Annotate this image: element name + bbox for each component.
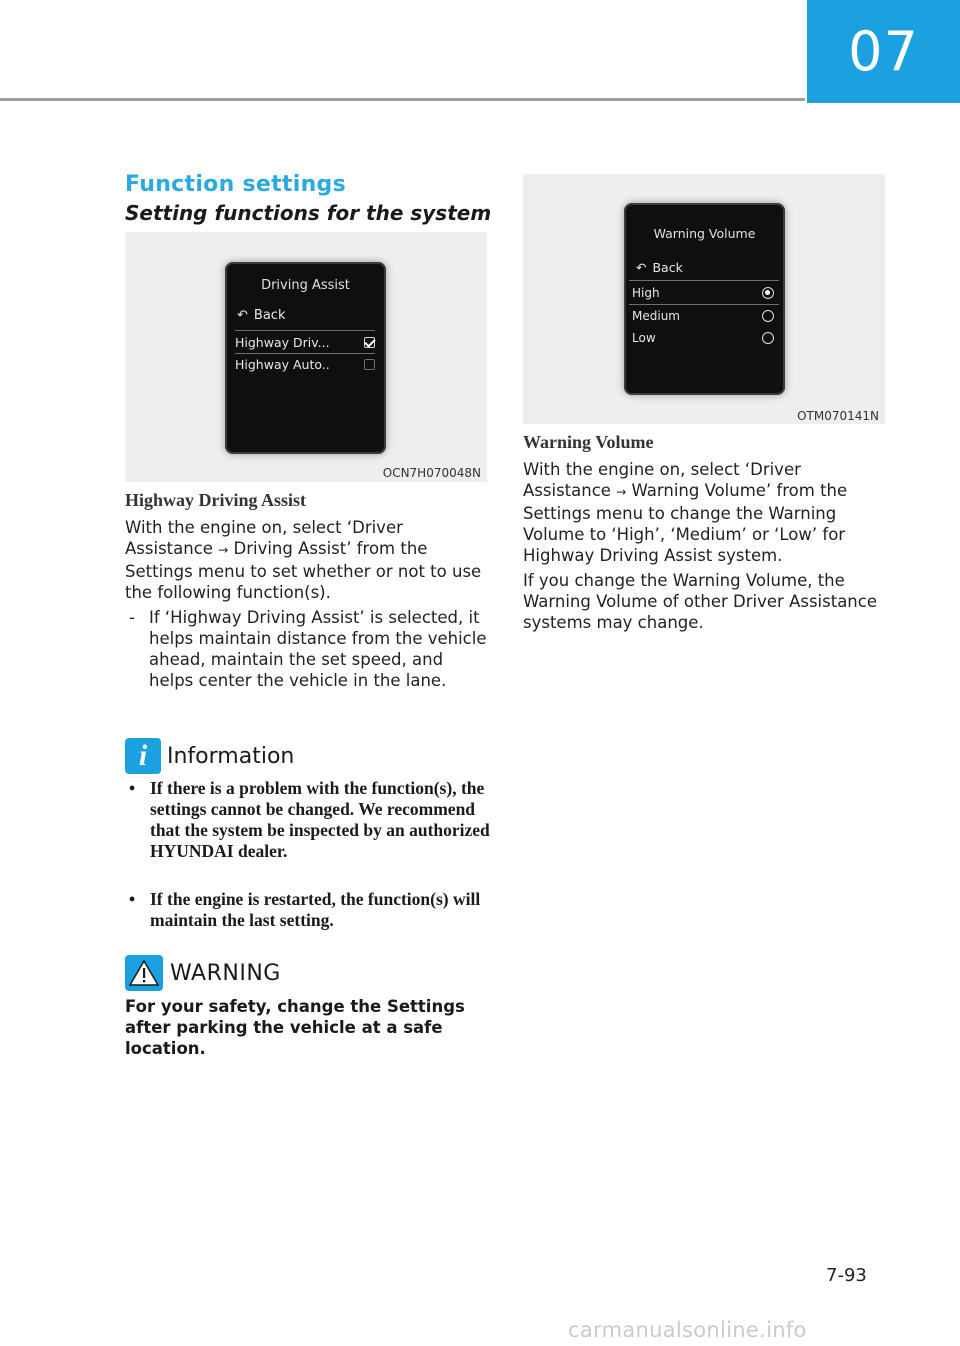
paragraph-text: With the engine on, select ‘Driver Assistance — [125, 518, 403, 558]
back-row — [237, 308, 377, 323]
paragraph — [125, 517, 487, 603]
display-screen — [225, 262, 386, 454]
chapter-tab — [807, 0, 960, 103]
option-label: Low — [632, 331, 656, 345]
setting-label: Highway Driv... — [235, 335, 330, 350]
list-item — [125, 607, 490, 691]
screen-title: Warning Volume — [653, 226, 756, 241]
watermark: carmanualsonline.info — [568, 1318, 807, 1342]
radio-unselected-icon — [762, 332, 774, 344]
screen-separator — [235, 330, 375, 331]
warning-icon — [125, 955, 163, 991]
radio-selected-icon — [762, 287, 774, 299]
arrow-icon: → — [218, 543, 229, 557]
screen-separator — [629, 280, 779, 281]
chapter-number: 07 — [848, 20, 919, 83]
heading-warning-volume: Warning Volume — [523, 432, 654, 452]
figure-code: OTM070141N — [797, 409, 879, 423]
option-row — [632, 282, 774, 304]
option-label: High — [632, 286, 660, 300]
screen-title: Driving Assist — [261, 278, 350, 293]
option-row — [632, 305, 774, 327]
setting-row — [235, 332, 375, 353]
paragraph-text: Driving Assist’ from the Settings menu to set whether or not to use the following function(s). — [125, 539, 482, 602]
paragraph — [523, 459, 885, 566]
back-row — [636, 260, 776, 275]
header-rule — [0, 98, 805, 101]
checkbox-unchecked-icon — [364, 359, 375, 370]
bullet-dot: • — [129, 778, 136, 798]
option-label: Medium — [632, 309, 680, 323]
radio-unselected-icon — [762, 310, 774, 322]
setting-row — [235, 354, 375, 375]
information-bullet — [125, 889, 490, 931]
section-subtitle: Setting functions for the system — [125, 201, 492, 225]
section-title: Function settings — [125, 172, 346, 197]
paragraph-text: Warning Volume’ from the Settings menu to change the Warning Volume to ‘High’, ‘Medium’ or ‘Low’ for Highway Driving Assist system. — [523, 481, 848, 565]
information-bullet — [125, 778, 490, 862]
figure-code: OCN7H070048N — [382, 466, 481, 480]
display-screen — [624, 203, 785, 395]
paragraph-text: With the engine on, select ‘Driver Assistance — [523, 460, 801, 500]
bullet-dot: • — [129, 889, 136, 909]
figure-warning-volume — [523, 174, 885, 424]
back-label: Back — [652, 260, 683, 275]
back-icon: ↶ — [636, 260, 647, 275]
warning-triangle-icon — [125, 955, 163, 991]
back-icon: ↶ — [237, 308, 248, 323]
dash-marker: - — [129, 608, 135, 627]
paragraph: If you change the Warning Volume, the Warning Volume of other Driver Assistance systems may change. — [523, 571, 877, 632]
figure-driving-assist — [125, 232, 487, 482]
back-label: Back — [253, 308, 286, 323]
warning-text: For your safety, change the Settings after parking the vehicle at a safe location. — [125, 997, 465, 1058]
arrow-icon: → — [616, 485, 627, 499]
information-title: Information — [167, 744, 295, 769]
setting-label: Highway Auto.. — [235, 357, 330, 372]
information-icon: i — [125, 738, 161, 774]
bullet-text: If there is a problem with the function(s), the settings cannot be changed. We recommend that the system be inspected by an authorized HYUNDAI dealer. — [150, 778, 490, 861]
checkbox-checked-icon — [364, 337, 375, 348]
list-item-text: If ‘Highway Driving Assist’ is selected, it helps maintain distance from the vehicle ahead, maintain the set speed, and helps center the vehicle in the lane. — [149, 608, 487, 690]
option-row — [632, 327, 774, 349]
bullet-text: If the engine is restarted, the function(s) will maintain the last setting. — [150, 889, 481, 930]
heading-highway-driving-assist: Highway Driving Assist — [125, 490, 307, 510]
warning-title: WARNING — [170, 961, 281, 986]
page-number: 7-93 — [826, 1265, 867, 1286]
